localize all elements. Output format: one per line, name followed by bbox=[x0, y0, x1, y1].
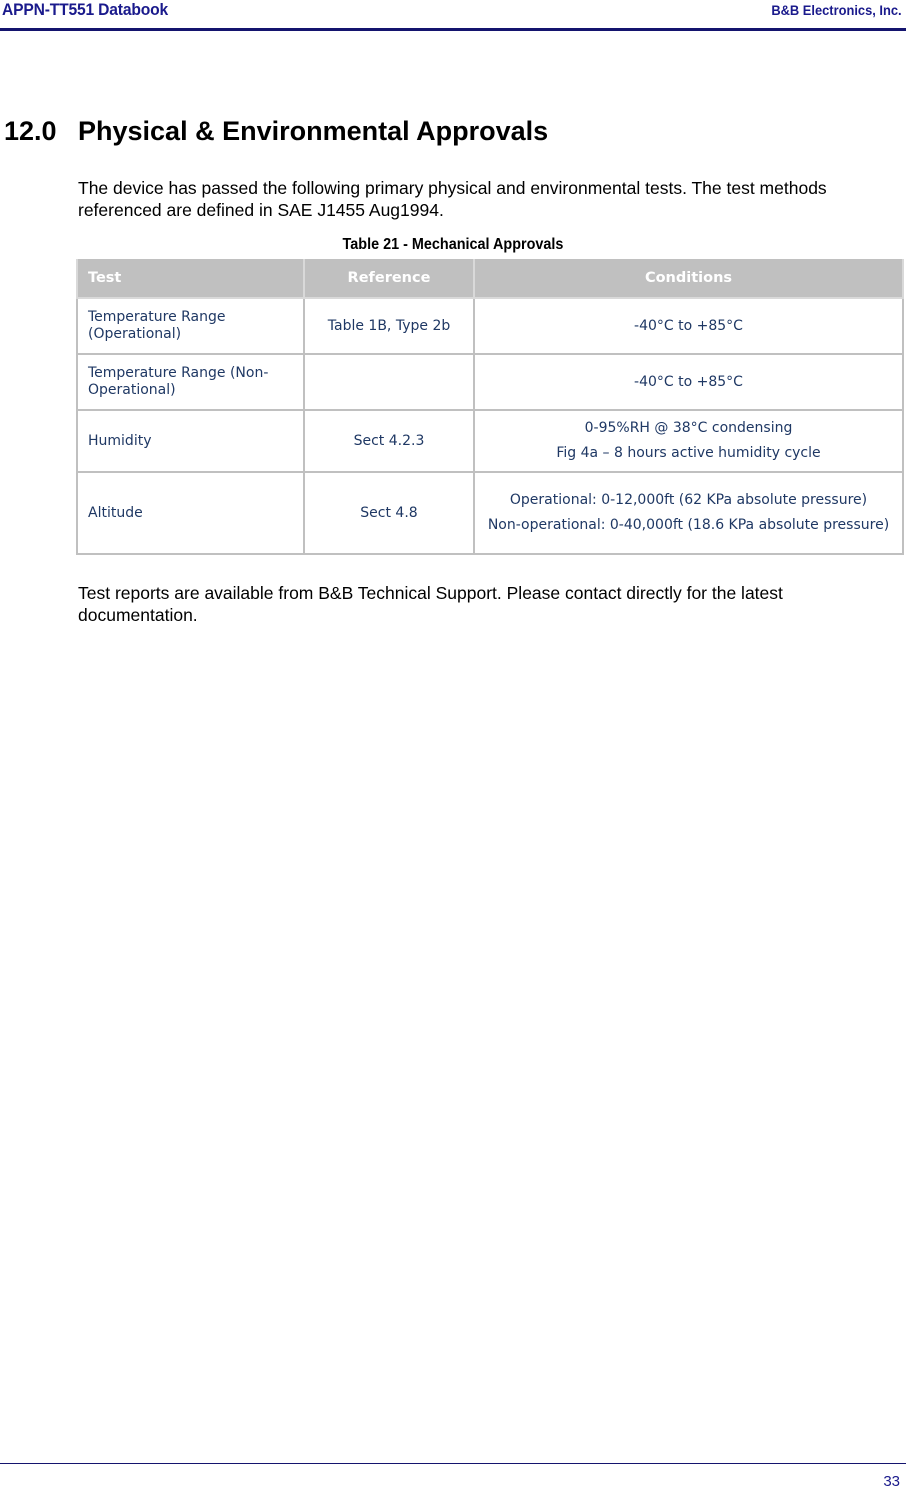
page-number: 33 bbox=[883, 1473, 900, 1490]
table-row bbox=[77, 354, 903, 410]
reference-cell: Table 1B, Type 2b bbox=[304, 298, 474, 354]
section-number: 12.0 bbox=[4, 116, 57, 146]
intro-paragraph: The device has passed the following primary physical and environmental tests. The test methods referenced are defined in SAE J1455 Aug1994. bbox=[78, 178, 827, 220]
test-cell: Temperature Range (Operational) bbox=[77, 298, 304, 354]
table-row bbox=[77, 472, 903, 554]
reference-cell: Sect 4.2.3 bbox=[304, 410, 474, 472]
test-cell: Altitude bbox=[77, 472, 304, 554]
table-caption: Table 21 - Mechanical Approvals bbox=[342, 236, 564, 253]
conditions-cell bbox=[474, 472, 903, 554]
footer-divider bbox=[0, 1463, 906, 1464]
section-title: Physical & Environmental Approvals bbox=[78, 116, 549, 146]
test-cell: Humidity bbox=[77, 410, 304, 472]
column-header-reference: Reference bbox=[304, 259, 474, 298]
reference-cell bbox=[304, 354, 474, 410]
condition-line: -40°C to +85°C bbox=[634, 373, 743, 390]
condition-line: -40°C to +85°C bbox=[634, 317, 743, 334]
company-name: B&B Electronics, Inc. bbox=[771, 2, 902, 18]
conditions-cell bbox=[474, 410, 903, 472]
condition-line: 0-95%RH @ 38°C condensing bbox=[584, 420, 793, 436]
column-header-conditions: Conditions bbox=[474, 259, 903, 298]
table-row bbox=[77, 410, 903, 472]
conditions-cell bbox=[474, 298, 903, 354]
condition-line: Non-operational: 0-40,000ft (18.6 KPa absolute pressure) bbox=[487, 517, 890, 533]
column-header-test: Test bbox=[77, 259, 304, 298]
test-cell: Temperature Range (Non-Operational) bbox=[77, 354, 304, 410]
conditions-cell bbox=[474, 354, 903, 410]
condition-line: Operational: 0-12,000ft (62 KPa absolute pressure) bbox=[509, 492, 868, 508]
outro-paragraph: Test reports are available from B&B Technical Support. Please contact directly for the latest documentation. bbox=[78, 583, 783, 625]
table-header-row bbox=[77, 259, 903, 298]
page-header bbox=[0, 0, 906, 31]
document-title: APPN-TT551 Databook bbox=[2, 0, 168, 19]
condition-line: Fig 4a – 8 hours active humidity cycle bbox=[556, 445, 821, 461]
reference-cell: Sect 4.8 bbox=[304, 472, 474, 554]
table-row bbox=[77, 298, 903, 354]
section-heading bbox=[4, 116, 548, 147]
approvals-table bbox=[76, 259, 904, 555]
